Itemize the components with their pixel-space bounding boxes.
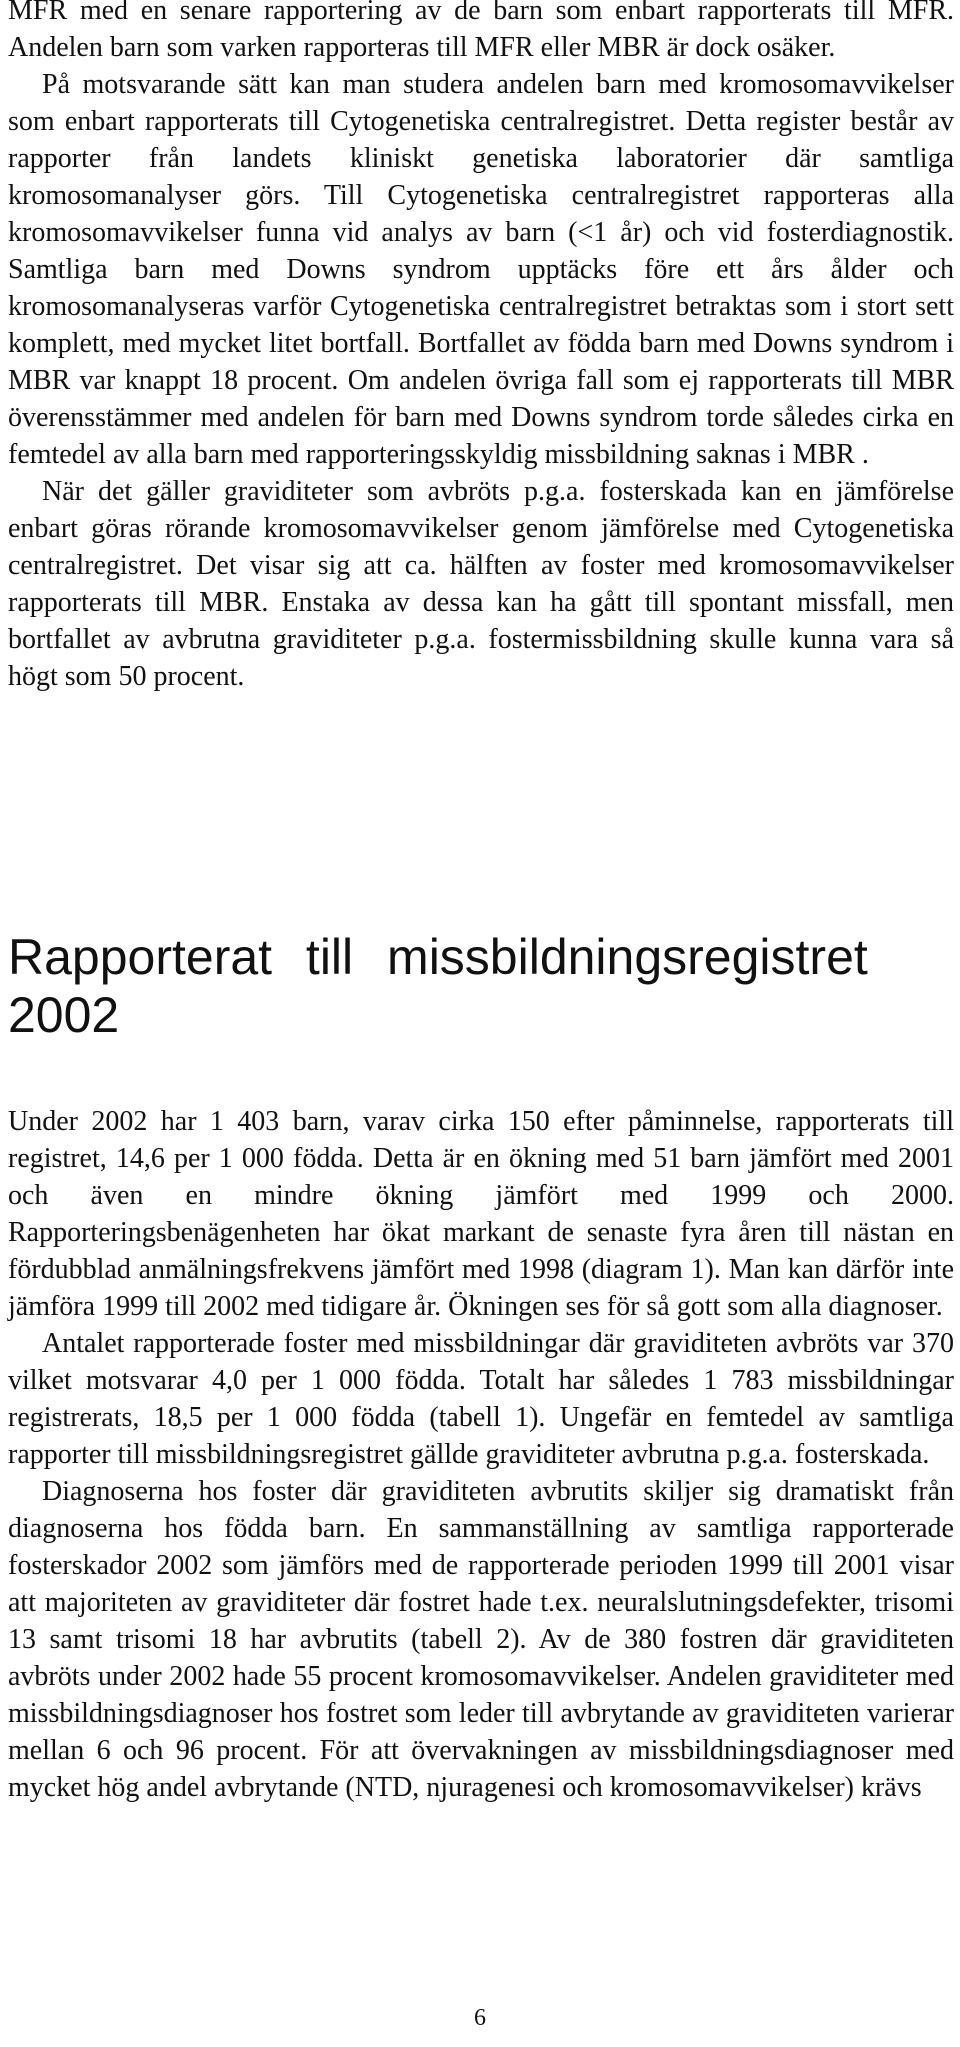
page-number: 6 [474, 2005, 486, 2031]
paragraph-mfr-continuation: MFR med en senare rapportering av de barn som enbart rapporterats till MFR. Andelen barn som varken rapporteras till MFR eller MBR är dock osäker. [8, 0, 954, 63]
paragraph-terminated-pregnancies: När det gäller graviditeter som avbröts p.g.a. fosterskada kan en jämförelse enbart göras rörande kromosomavvikelser genom jämförelse med Cytogenetiska centralregistret. Det visar sig att ca. hälften av foster med kromosomavvikelser rapporterats till MBR. Enstaka av dessa kan ha gått till spontant missfall, men bortfallet av avbrutna graviditeter p.g.a. fostermissbildning skulle kunna vara så högt som 50 procent. [8, 476, 954, 692]
intro-section [8, 0, 954, 695]
paragraph-reported-fetuses: Antalet rapporterade foster med missbildningar där graviditeten avbröts var 370 vilket motsvarar 4,0 per 1 000 födda. Totalt har således 1 783 missbildningar registrerats, 18,5 per 1 000 födda (tabell 1). Ungefär en femtedel av samtliga rapporter till missbildningsregistret gällde graviditeter avbrutna p.g.a. fosterskada. [8, 1328, 954, 1470]
paragraph-reported-children: Under 2002 har 1 403 barn, varav cirka 150 efter påminnelse, rapporterats till registret, 14,6 per 1 000 födda. Detta är en ökning med 51 barn jämfört med 2001 och även en mindre ökning jämfört med 1999 och 2000. Rapporteringsbenägenheten har ökat markant de senaste fyra åren till nästan en fördubblad anmälningsfrekvens jämfört med 1998 (diagram 1). Man kan därför inte jämföra 1999 till 2002 med tidigare år. Ökningen ses för så gott som alla diagnoser. [8, 1106, 954, 1322]
report-2002-section [8, 1103, 954, 1806]
paragraph-diagnoses-comparison: Diagnoserna hos foster där graviditeten avbrutits skiljer sig dramatiskt från diagnoserna hos födda barn. En sammanställning av samtliga rapporterade fosterskador 2002 som jämförs med de rapporterade perioden 1999 till 2001 visar att majoriteten av graviditeter där fostret hade t.ex. neuralslutningsdefekter, trisomi 13 samt trisomi 18 har avbrutits (tabell 2). Av de 380 fostren där graviditeten avbröts under 2002 hade 55 procent kromosomavvikelser. Andelen graviditeter med missbildningsdiagnoser hos fostret som leder till avbrytande av graviditeten varierar mellan 6 och 96 procent. För att övervakningen av missbildningsdiagnoser med mycket hög andel avbrytande (NTD, njuragenesi och kromosomavvikelser) krävs [8, 1476, 954, 1803]
paragraph-cytogenetic-comparison: På motsvarande sätt kan man studera andelen barn med kromosomavvikelser som enbart rapporterats till Cytogenetiska centralregistret. Detta register består av rapporter från landets kliniskt genetiska laboratorier där samtliga kromosomanalyser görs. Till Cytogenetiska centralregistret rapporteras alla kromosomavvikelser funna vid analys av barn (<1 år) och vid fosterdiagnostik. Samtliga barn med Downs syndrom upptäcks före ett års ålder och kromosomanalyseras varför Cytogenetiska centralregistret betraktas som i stort sett komplett, med mycket litet bortfall. Bortfallet av födda barn med Downs syndrom i MBR var knappt 18 procent. Om andelen övriga fall som ej rapporterats till MBR överensstämmer med andelen för barn med Downs syndrom torde således cirka en femtedel av alla barn med rapporteringsskyldig missbildning saknas i MBR . [8, 69, 954, 470]
section-heading: Rapporterat till missbildningsregistret 2002 [8, 929, 868, 1043]
